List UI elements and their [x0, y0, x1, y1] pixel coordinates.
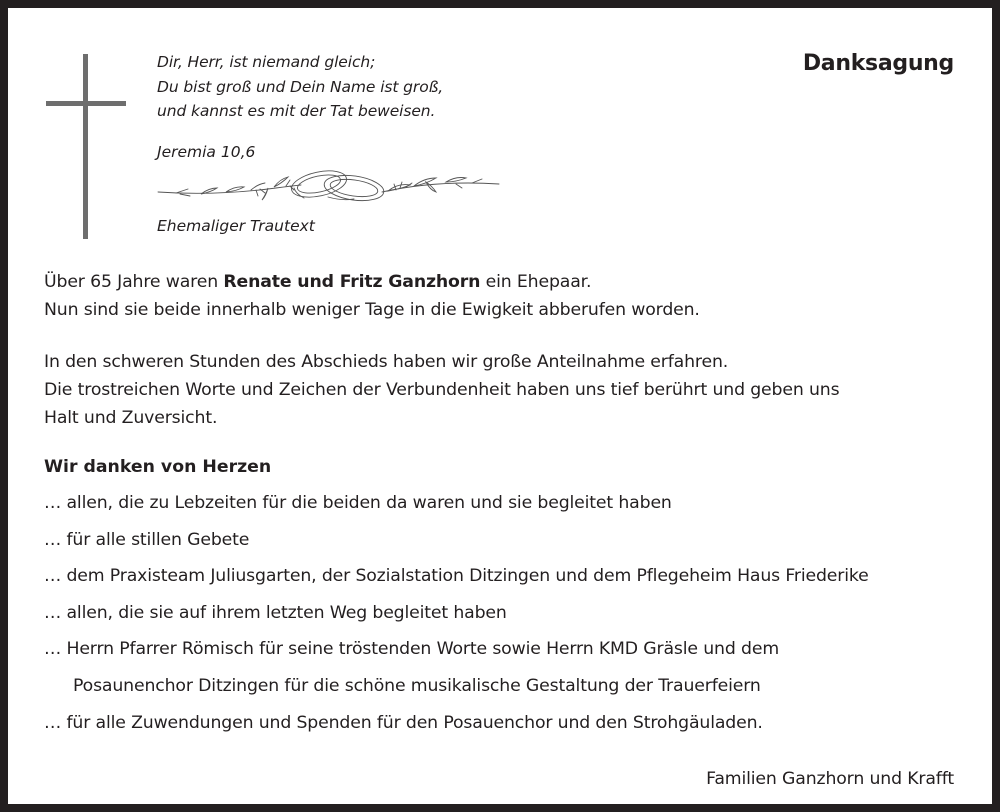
cross-icon [46, 54, 126, 239]
couple-names: Renate und Fritz Ganzhorn [223, 272, 481, 292]
condolence-line: Die trostreichen Worte und Zeichen der Verbundenheit haben uns tief berührt und geben uns [44, 380, 840, 400]
thanks-item: … für alle stillen Gebete [44, 529, 250, 550]
verse-line: Du bist groß und Dein Name ist groß, [157, 77, 444, 96]
thanks-item-continuation: Posaunenchor Ditzingen für die schöne musikalische Gestaltung der Trauerfeiern [73, 675, 761, 696]
intro-line-2: Nun sind sie beide innerhalb weniger Tage in die Ewigkeit abberufen worden. [44, 300, 700, 320]
condolence-line: Halt und Zuversicht. [44, 408, 218, 428]
intro-prefix: Über 65 Jahre waren [44, 272, 224, 292]
intro-suffix: ein Ehepaar. [480, 272, 592, 292]
cross-vertical-bar [83, 54, 88, 239]
page-title: Danksagung [802, 51, 954, 76]
verse-caption: Ehemaliger Trautext [157, 217, 315, 235]
verse-reference: Jeremia 10,6 [157, 143, 256, 161]
bible-verse [157, 50, 443, 124]
signature: Familien Ganzhorn und Krafft [706, 769, 954, 789]
thanks-item: … für alle Zuwendungen und Spenden für den Posauenchor und den Strohgäuladen. [44, 712, 763, 733]
thanks-item: … allen, die zu Lebzeiten für die beiden da waren und sie begleitet haben [44, 493, 672, 513]
verse-line: Dir, Herr, ist niemand gleich; [157, 53, 376, 71]
thanks-item: … dem Praxisteam Juliusgarten, der Sozialstation Ditzingen und dem Pflegeheim Haus Friederike [44, 566, 869, 587]
intro-paragraph [44, 268, 700, 324]
intro-line-1 [44, 268, 700, 296]
thanks-item: … Herrn Pfarrer Römisch für seine tröstenden Worte sowie Herrn KMD Gräsle und dem [44, 639, 780, 660]
cross-horizontal-bar [46, 101, 126, 106]
wedding-rings-ornament-icon [156, 166, 501, 208]
verse-line: und kannst es mit der Tat beweisen. [157, 102, 436, 120]
thanks-list [44, 489, 869, 745]
condolence-paragraph [44, 348, 839, 432]
thanks-heading: Wir danken von Herzen [44, 457, 272, 477]
condolence-line: In den schweren Stunden des Abschieds haben wir große Anteilnahme erfahren. [44, 352, 729, 372]
thanks-item: … allen, die sie auf ihrem letzten Weg begleitet haben [44, 602, 507, 623]
